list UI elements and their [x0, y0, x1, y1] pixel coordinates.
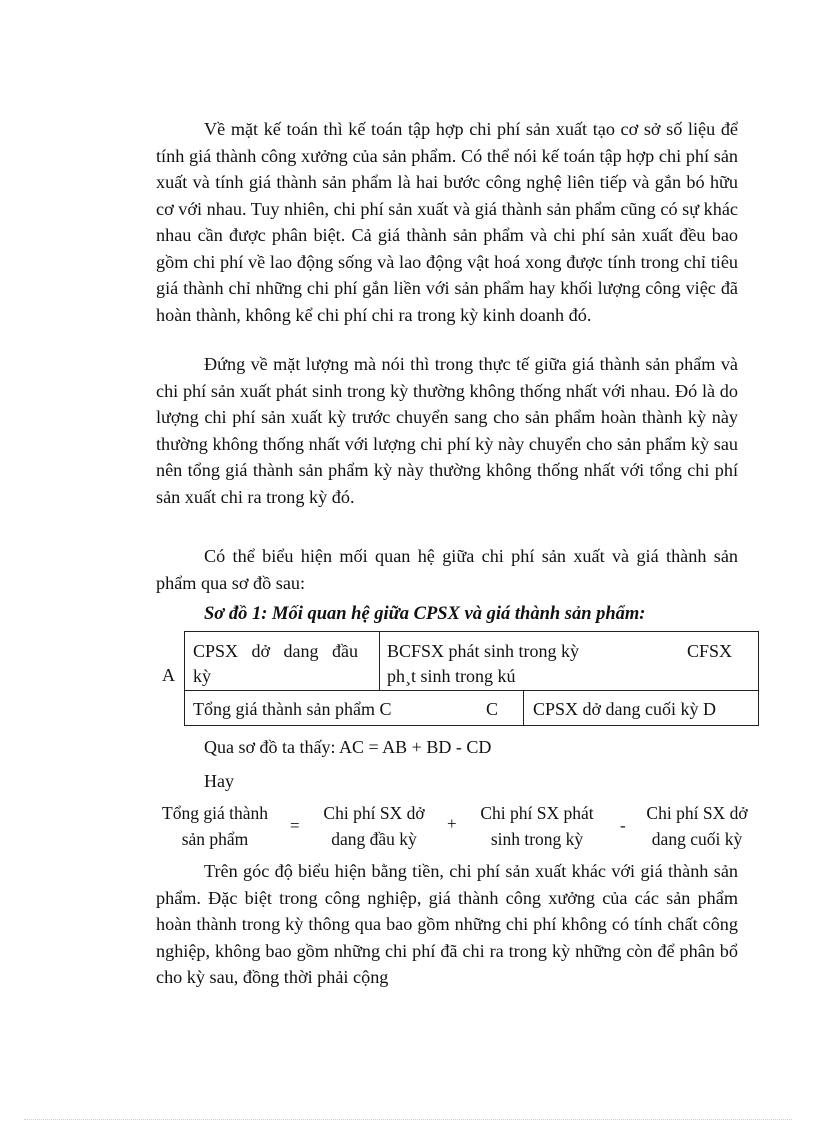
equals-sign: = [290, 816, 300, 835]
formula-opening-wip [313, 800, 435, 852]
cost-formula [150, 800, 760, 856]
formula-opening-wip-line1: Chi phí SX dở [323, 803, 425, 823]
incurred-cost-line1: BCFSX phát sinh trong kỳ [387, 641, 580, 661]
formula-incurred-cost [470, 800, 604, 852]
opening-wip-cell [184, 631, 380, 691]
minus-sign: - [620, 816, 626, 835]
opening-wip-line1: CPSX dở dang đầu [193, 641, 359, 661]
plus-sign: + [447, 814, 457, 833]
opening-wip-line2: kỳ [193, 666, 211, 686]
closing-wip-label: CPSX dở dang cuối kỳ D [533, 699, 717, 719]
label-a: A [162, 665, 175, 685]
total-cost-cell [184, 690, 524, 726]
formula-closing-wip-line1: Chi phí SX dở [646, 803, 748, 823]
formula-opening-wip-line2: dang đầu kỳ [331, 829, 417, 849]
total-cost-label: Tổng giá thành sản phẩm C [193, 699, 392, 719]
paragraph-quantity-perspective: Đứng về mặt lượng mà nói thì trong thực tế giữa giá thành sản phẩm và chi phí sản xuất phát sinh trong kỳ thường không thống nhất với nhau. Đó là do lượng chi phí sản xuất kỳ trước chuyển sang cho sản phẩm hoàn thành kỳ này thường không thống nhất với lượng chi phí kỳ này chuyển cho sản phẩm kỳ sau nên tổng giá thành sản phẩm kỳ này thường không thống nhất với tổng chi phí sản xuất chi ra trong kỳ đó. [156, 354, 738, 507]
paragraph-diagram-intro: Có thể biểu hiện mối quan hệ giữa chi phí sản xuất và giá thành sản phẩm qua sơ đồ sau: [156, 546, 738, 593]
incurred-cost-line2: ph¸t sinh trong kú [387, 666, 516, 686]
point-c-label: C [485, 699, 498, 719]
formula-total-cost [150, 800, 280, 852]
formula-total-cost-line2: sản phẩm [181, 829, 249, 849]
formula-incurred-cost-line1: Chi phí SX phát [480, 803, 594, 823]
relation-formula: Qua sơ đồ ta thấy: AC = AB + BD - CD [204, 737, 492, 757]
incurred-cost-cell [379, 631, 759, 691]
formula-total-cost-line1: Tổng giá thành [162, 803, 268, 823]
formula-closing-wip [634, 800, 760, 852]
cost-relationship-diagram [156, 631, 760, 726]
hay-word: Hay [204, 771, 234, 791]
diagram-caption: Sơ đồ 1: Mối quan hệ giữa CPSX và giá thành sản phẩm: [204, 604, 646, 624]
paragraph-accounting-perspective: Về mặt kế toán thì kế toán tập hợp chi phí sản xuất tạo cơ sở số liệu để tính giá thành công xưởng của sản phẩm. Có thể nói kế toán tập hợp chi phí sản xuất và tính giá thành sản phẩm là hai bước công nghệ liên tiếp và gắn bó hữu cơ với nhau. Tuy nhiên, chi phí sản xuất và giá thành sản phẩm cũng có sự khác nhau cần được phân biệt. Cả giá thành sản phẩm và chi phí sản xuất đều bao gồm chi phí về lao động sống và lao động vật hoá xong được tính trong chỉ tiêu giá thành chỉ những chi phí gắn liền với sản phẩm hay khối lượng công việc đã hoàn thành, không kể chi phí chi ra trong kỳ kinh doanh đó. [156, 119, 738, 325]
formula-incurred-cost-line2: sinh trong kỳ [490, 829, 584, 849]
page-bottom-divider [24, 1119, 792, 1120]
incurred-cost-right-label: CFSX [686, 641, 732, 661]
paragraph-monetary-perspective: Trên góc độ biểu hiện bằng tiền, chi phí sản xuất khác với giá thành sản phẩm. Đặc biệt trong công nghiệp, giá thành công xưởng của các sản phẩm hoàn thành trong kỳ thông qua bao gồm những chi phí không có tính chất công nghiệp, không bao gồm những chi phí đã chi ra trong kỳ những còn để phân bổ cho kỳ sau, đồng thời phải cộng [156, 861, 738, 987]
closing-wip-cell [523, 690, 759, 726]
formula-closing-wip-line2: dang cuối kỳ [651, 829, 743, 849]
